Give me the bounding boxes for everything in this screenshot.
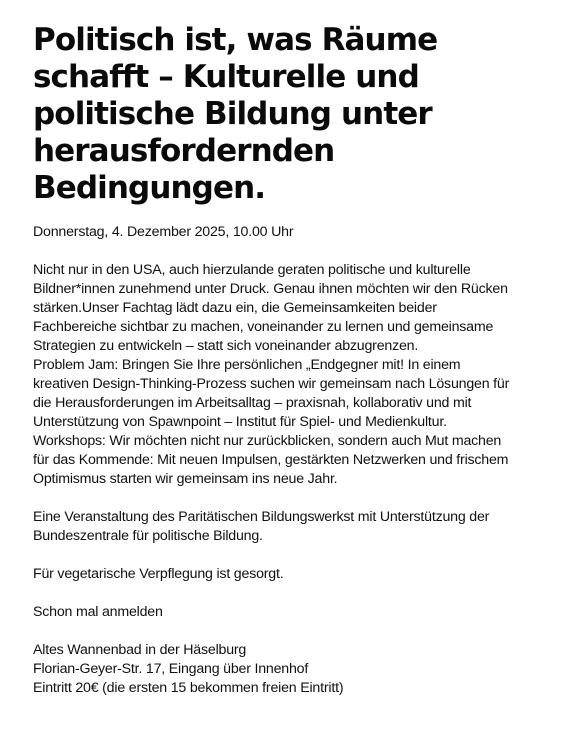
title-line: herausfordernden: [33, 133, 335, 169]
text-line: Eine Veranstaltung des Paritätischen Bildungswerkst mit Unterstützung der: [33, 509, 490, 525]
event-description: [33, 261, 553, 698]
text-line: Workshops: Wir möchten nicht nur zurückblicken, sondern auch Mut machen: [33, 433, 502, 449]
paragraph-gap: [33, 546, 553, 565]
title-line: Politisch ist, was Räume: [33, 22, 438, 58]
text-line: Nicht nur in den USA, auch hierzulande geraten politische und kulturelle: [33, 262, 471, 278]
organizer-paragraph: [33, 508, 553, 546]
event-title: [33, 22, 553, 207]
title-line: politische Bildung unter: [33, 96, 432, 132]
event-document: [33, 22, 553, 698]
event-date: Donnerstag, 4. Dezember 2025, 10.00 Uhr: [33, 224, 294, 240]
text-line: Strategien zu entwickeln – statt sich voneinander abzugrenzen.: [33, 338, 419, 354]
title-line: schafft – Kulturelle und: [33, 59, 419, 95]
text-line: stärken.Unser Fachtag lädt dazu ein, die Gemeinsamkeiten beider: [33, 300, 437, 316]
paragraph-gap: [33, 584, 553, 603]
text-line: Bundeszentrale für politische Bildung.: [33, 528, 263, 544]
paragraph-gap: [33, 622, 553, 641]
venue-name: Altes Wannenbad in der Häselburg: [33, 642, 247, 658]
text-line: die Herausforderungen im Arbeitsalltag – praxisnah, kollaborativ und mit: [33, 395, 472, 411]
catering-note: Für vegetarische Verpflegung ist gesorgt.: [33, 566, 284, 582]
venue-info: [33, 641, 553, 698]
text-line: Unterstützung von Spawnpoint – Institut für Spiel- und Medienkultur.: [33, 414, 447, 430]
title-line: Bedingungen.: [33, 170, 266, 206]
register-note: Schon mal anmelden: [33, 604, 163, 620]
text-line: Bildner*innen zunehmend unter Druck. Genau ihnen möchten wir den Rücken: [33, 281, 508, 297]
admission-info: Eintritt 20€ (die ersten 15 bekommen freien Eintritt): [33, 680, 344, 696]
text-line: kreativen Design-Thinking-Prozess suchen wir gemeinsam nach Lösungen für: [33, 376, 510, 392]
venue-address: Florian-Geyer-Str. 17, Eingang über Innenhof: [33, 661, 309, 677]
text-line: Optimismus starten wir gemeinsam ins neue Jahr.: [33, 471, 338, 487]
intro-paragraph: [33, 261, 553, 489]
text-line: Problem Jam: Bringen Sie Ihre persönlichen „Endgegner mit! In einem: [33, 357, 461, 373]
text-line: Fachbereiche sichtbar zu machen, voneinander zu lernen und gemeinsame: [33, 319, 494, 335]
text-line: für das Kommende: Mit neuen Impulsen, gestärkten Netzwerken und frischem: [33, 452, 509, 468]
paragraph-gap: [33, 489, 553, 508]
